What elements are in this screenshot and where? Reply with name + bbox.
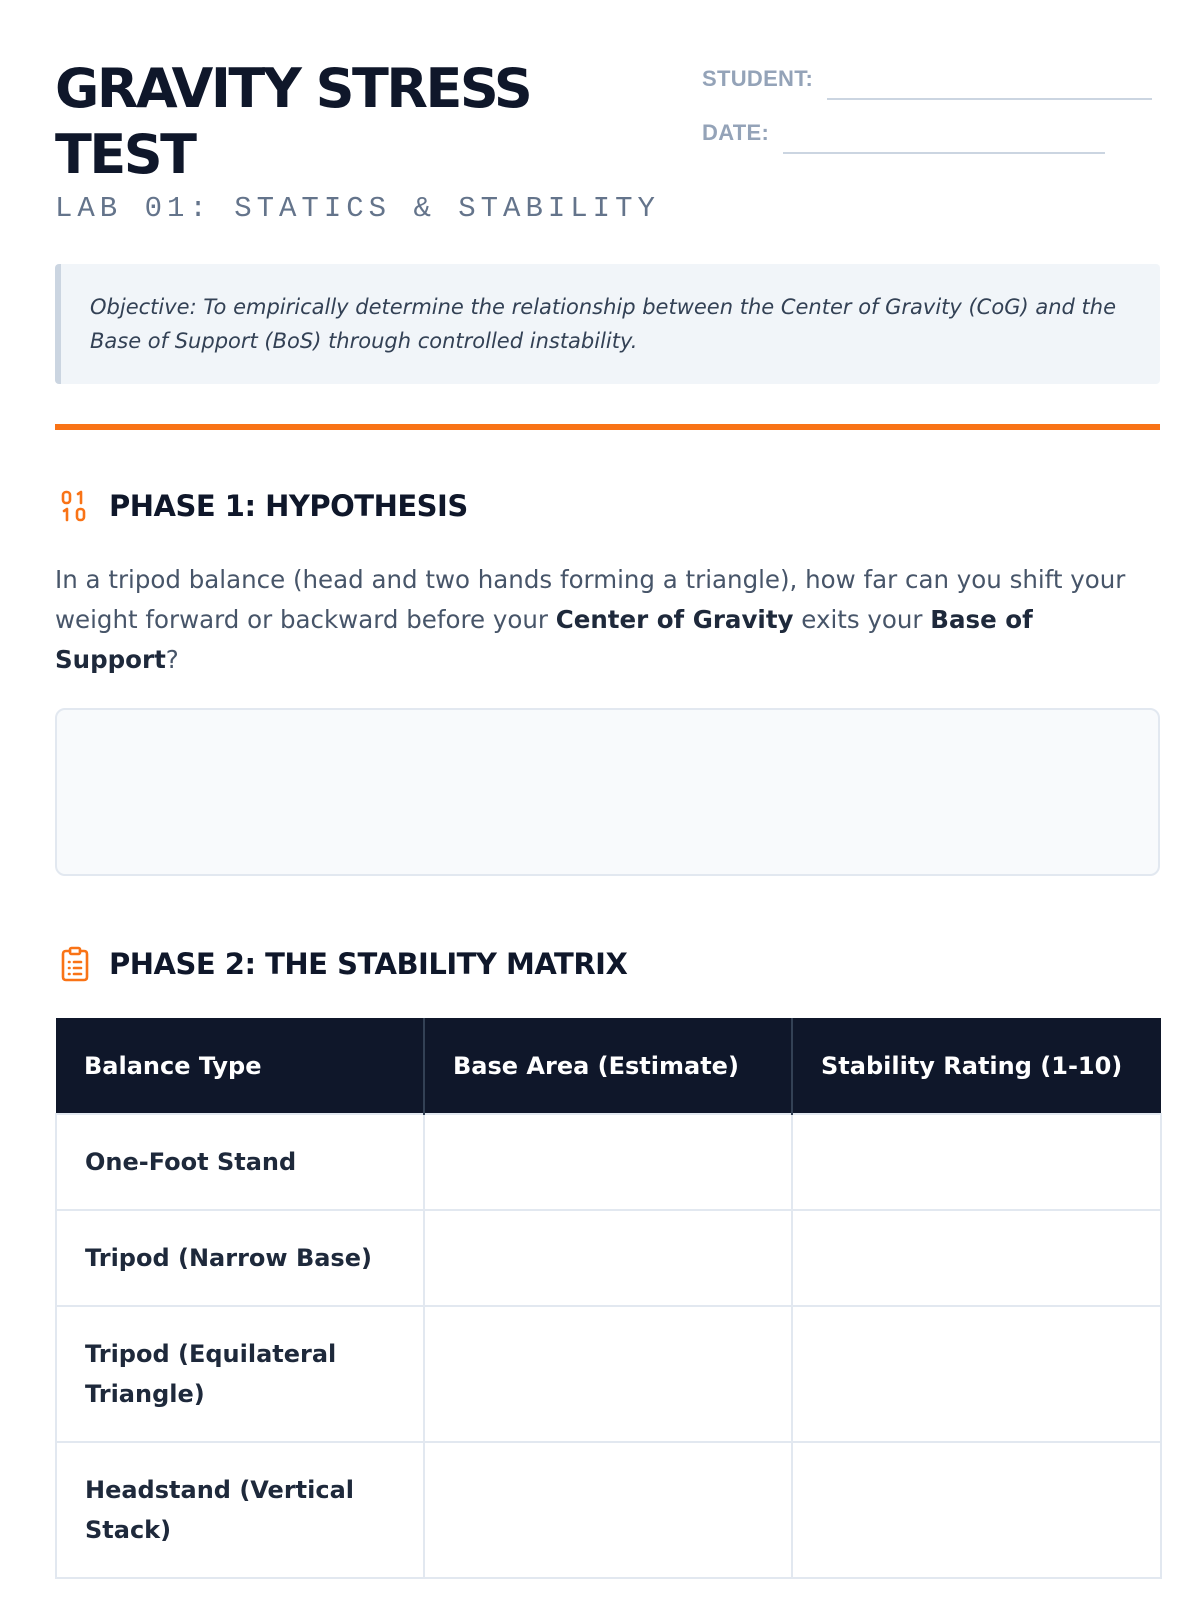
hypothesis-prompt — [55, 560, 1160, 680]
student-row — [702, 60, 1152, 100]
stability-rating-cell[interactable] — [792, 1442, 1161, 1578]
base-area-cell[interactable] — [424, 1210, 792, 1306]
table-header-row — [56, 1018, 1161, 1114]
balance-type-cell: Tripod (Narrow Base) — [56, 1210, 424, 1306]
worksheet-page — [55, 0, 1160, 1544]
clipboard-list-icon — [55, 944, 95, 984]
balance-type-cell: Tripod (Equilateral Triangle) — [56, 1306, 424, 1442]
stability-rating-cell[interactable] — [792, 1306, 1161, 1442]
base-area-cell[interactable] — [424, 1306, 792, 1442]
phase2-header — [55, 944, 627, 984]
column-header: Base Area (Estimate) — [424, 1018, 792, 1114]
student-name-field[interactable] — [827, 64, 1152, 100]
page-title: GRAVITY STRESS TEST — [55, 57, 531, 186]
table-row — [56, 1306, 1161, 1442]
date-field[interactable] — [783, 118, 1105, 154]
student-label: STUDENT: — [702, 66, 814, 91]
prompt-text: exits your — [793, 605, 931, 634]
prompt-term-cog: Center of Gravity — [555, 605, 794, 634]
stability-rating-cell[interactable] — [792, 1114, 1161, 1210]
header — [55, 0, 1160, 250]
balance-type-cell: One-Foot Stand — [56, 1114, 424, 1210]
phase1-title: PHASE 1: HYPOTHESIS — [109, 489, 468, 523]
phase2-title: PHASE 2: THE STABILITY MATRIX — [109, 947, 628, 981]
stability-matrix-table — [55, 1018, 1162, 1579]
table-row — [56, 1210, 1161, 1306]
section-divider — [55, 424, 1160, 430]
base-area-cell[interactable] — [424, 1114, 792, 1210]
date-label: DATE: — [702, 120, 770, 145]
column-header: Balance Type — [56, 1018, 424, 1114]
balance-type-cell: Headstand (Vertical Stack) — [56, 1442, 424, 1578]
table-row — [56, 1114, 1161, 1210]
column-header: Stability Rating (1-10) — [792, 1018, 1161, 1114]
prompt-text: In a tripod balance (head and two hands forming a triangle), how far can you shift your weight forward or backward before your — [55, 565, 1126, 634]
date-row — [702, 114, 1105, 154]
hypothesis-answer-box[interactable] — [55, 708, 1160, 876]
prompt-text: ? — [165, 645, 179, 674]
binary-icon — [55, 486, 95, 526]
lab-subtitle: LAB 01: STATICS & STABILITY — [55, 192, 660, 225]
stability-rating-cell[interactable] — [792, 1210, 1161, 1306]
table-row — [56, 1442, 1161, 1578]
objective-callout: Objective: To empirically determine the relationship between the Center of Gravity (CoG) and the Base of Support (BoS) through controlled instability. — [55, 264, 1160, 384]
prompt-term-bos: Base of Support — [55, 605, 1033, 674]
base-area-cell[interactable] — [424, 1442, 792, 1578]
phase1-header — [55, 486, 468, 526]
